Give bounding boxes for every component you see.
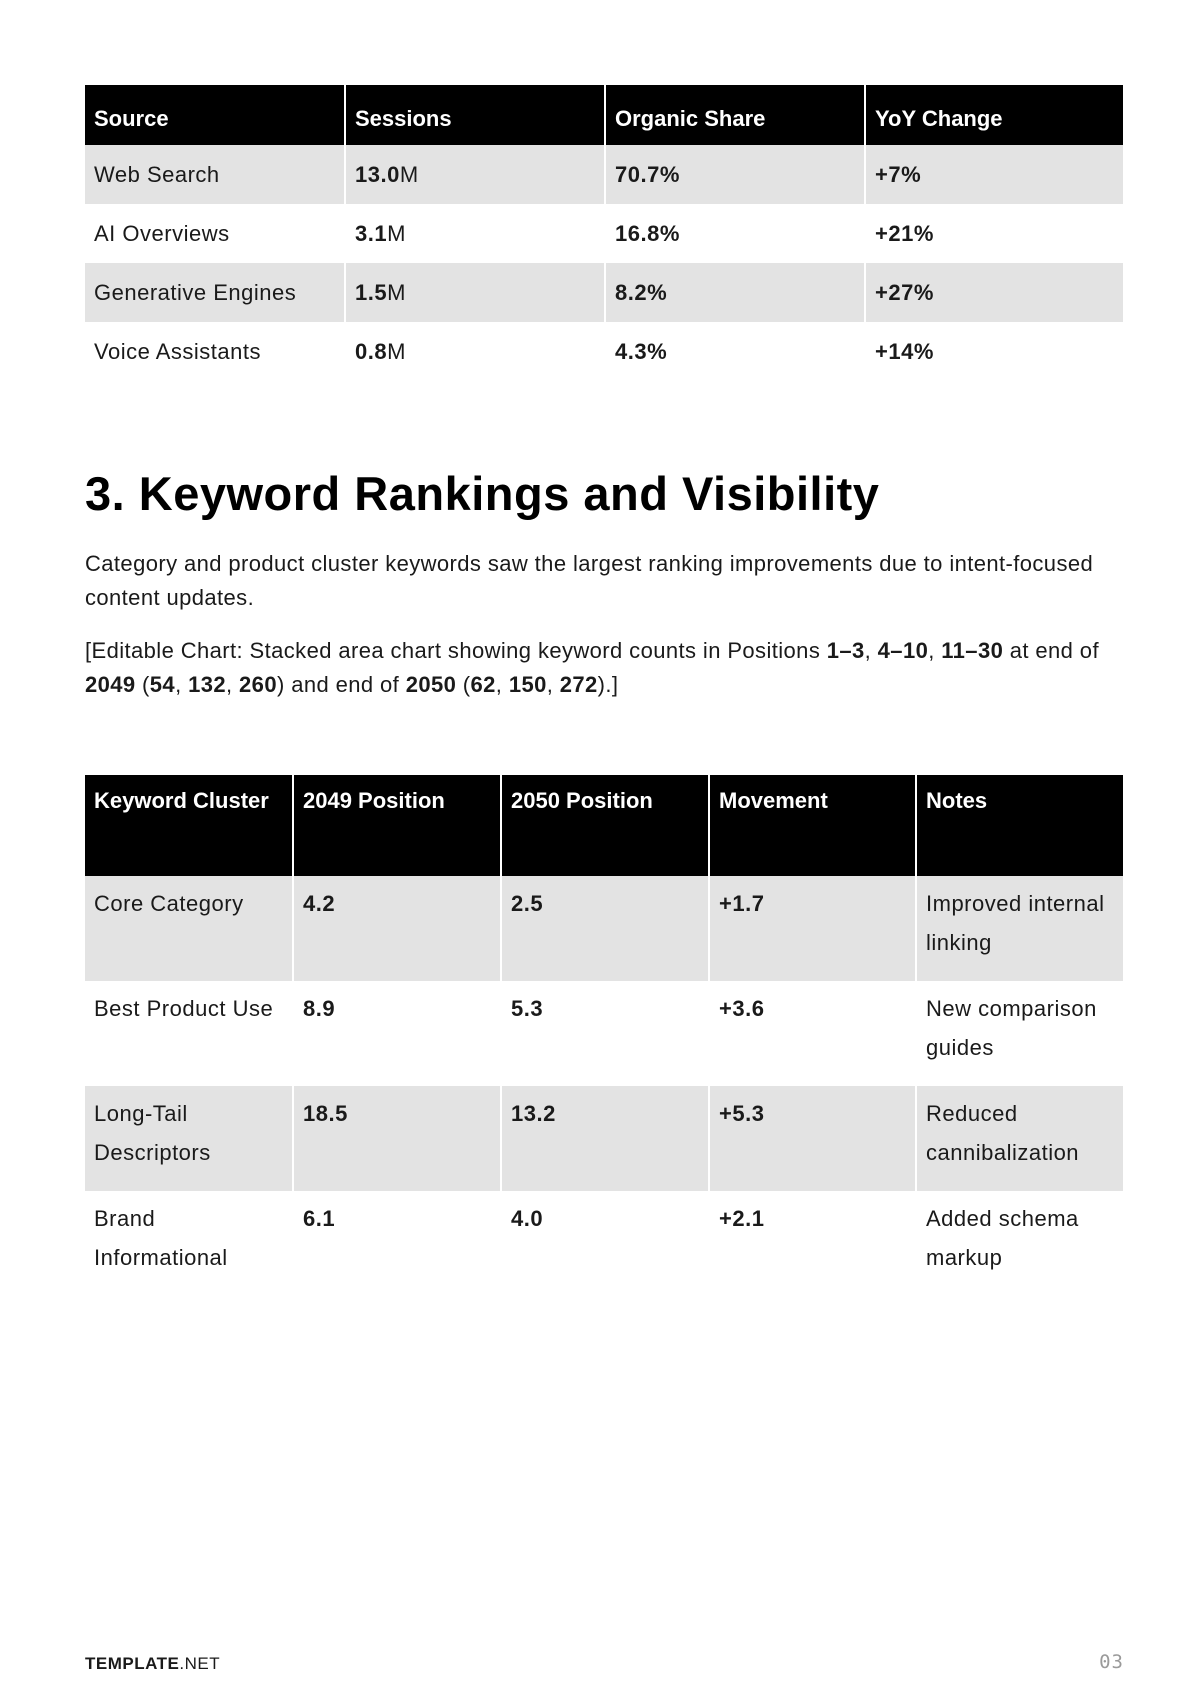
- note-text: ,: [546, 672, 560, 697]
- sessions-cell: [345, 145, 605, 204]
- sessions-value: 1.5: [355, 279, 388, 305]
- note-text: ).]: [597, 672, 619, 697]
- table-row: [85, 263, 1123, 322]
- note-bold: 54: [149, 672, 176, 697]
- note-text: (: [135, 672, 150, 697]
- brand-bold: TEMPLATE: [85, 1654, 180, 1673]
- note-text: [Editable Chart: Stacked area chart showing keyword counts in Positions: [85, 638, 827, 663]
- header-movement: Movement: [709, 775, 916, 876]
- header-2049-position: 2049 Position: [293, 775, 501, 876]
- yoy-cell: +14%: [875, 338, 934, 364]
- header-2050-position: 2050 Position: [501, 775, 709, 876]
- sessions-cell: [345, 322, 605, 381]
- table-header-row: [85, 85, 1123, 145]
- header-organic-share: Organic Share: [605, 85, 865, 145]
- share-cell: 16.8%: [605, 204, 865, 263]
- sessions-value: 13.0: [355, 161, 400, 187]
- notes-cell: Reduced cannibalization: [916, 1086, 1123, 1191]
- note-bold: 11–30: [941, 638, 1004, 663]
- p2049-cell: 18.5: [293, 1086, 501, 1191]
- cluster-cell: Long-Tail Descriptors: [85, 1086, 293, 1191]
- table-row: [85, 322, 1123, 381]
- p2050-cell: 5.3: [501, 981, 709, 1086]
- chart-placeholder-note: [85, 634, 1125, 702]
- table-row: [85, 145, 1123, 204]
- sessions-value: 3.1: [355, 220, 388, 246]
- source-cell: Web Search: [85, 145, 345, 204]
- yoy-cell: +27%: [865, 263, 1123, 322]
- table-row: [85, 876, 1123, 981]
- notes-cell: Improved internal linking: [916, 876, 1123, 981]
- movement-cell: +5.3: [709, 1086, 916, 1191]
- brand-rest: .NET: [179, 1654, 221, 1673]
- footer-brand-logo: [85, 1654, 220, 1674]
- note-bold: 2049: [85, 672, 136, 697]
- header-notes: Notes: [916, 775, 1123, 876]
- p2049-cell: 8.9: [293, 981, 501, 1086]
- sessions-unit: M: [387, 220, 406, 246]
- notes-cell: Added schema markup: [926, 1206, 1079, 1270]
- movement-cell: +2.1: [709, 1191, 916, 1296]
- sessions-unit: M: [387, 279, 406, 305]
- header-source: Source: [85, 85, 345, 145]
- note-text: ,: [928, 638, 942, 663]
- note-bold: 62: [470, 672, 496, 697]
- section-intro: Category and product cluster keywords saw the largest ranking improvements due to intent-focused content updates.: [85, 551, 1094, 610]
- note-text: at end of: [1003, 638, 1099, 663]
- cluster-cell: Core Category: [85, 876, 293, 981]
- sessions-cell: [345, 263, 605, 322]
- table-row: [85, 981, 1123, 1086]
- cluster-cell: Brand Informational: [85, 1191, 293, 1296]
- yoy-cell: +7%: [865, 145, 1123, 204]
- note-text: ,: [175, 672, 189, 697]
- sessions-unit: M: [399, 161, 419, 187]
- cluster-cell: Best Product Use: [85, 981, 293, 1086]
- p2050-cell: 13.2: [501, 1086, 709, 1191]
- page-number: 03: [1099, 1651, 1124, 1673]
- share-cell: 8.2%: [605, 263, 865, 322]
- note-bold: 272: [559, 672, 598, 697]
- note-bold: 260: [239, 672, 277, 697]
- movement-cell: +1.7: [709, 876, 916, 981]
- table-header-row: [85, 775, 1123, 876]
- share-cell: 70.7%: [605, 145, 865, 204]
- p2049-cell: 6.1: [293, 1191, 501, 1296]
- header-sessions: Sessions: [345, 85, 605, 145]
- note-text: (: [456, 672, 471, 697]
- note-text: ,: [495, 672, 509, 697]
- sessions-unit: M: [387, 338, 406, 364]
- yoy-cell: +21%: [875, 220, 934, 246]
- sessions-cell: [345, 204, 605, 263]
- p2050-cell: 4.0: [501, 1191, 709, 1296]
- table-row: [85, 1191, 1123, 1296]
- note-bold: 132: [188, 672, 227, 697]
- p2049-cell: 4.2: [293, 876, 501, 981]
- header-keyword-cluster: Keyword Cluster: [85, 775, 293, 876]
- note-bold: 2050: [405, 672, 457, 697]
- table-row: [85, 1086, 1123, 1191]
- p2050-cell: 2.5: [501, 876, 709, 981]
- traffic-sources-table: [85, 85, 1123, 381]
- notes-cell: New comparison guides: [926, 996, 1097, 1060]
- sessions-value: 0.8: [355, 338, 388, 364]
- source-cell: Generative Engines: [85, 263, 345, 322]
- note-bold: 150: [508, 672, 547, 697]
- table-row: [85, 204, 1123, 263]
- note-bold: 4–10: [877, 638, 929, 663]
- section-title: 3. Keyword Rankings and Visibility: [85, 467, 880, 520]
- note-text: ) and end of: [276, 672, 406, 697]
- keyword-rankings-table: [85, 775, 1123, 1296]
- source-cell: AI Overviews: [85, 204, 345, 263]
- movement-cell: +3.6: [709, 981, 916, 1086]
- source-cell: Voice Assistants: [85, 322, 345, 381]
- note-text: ,: [864, 638, 878, 663]
- note-bold: 1–3: [826, 638, 865, 663]
- header-yoy-change: YoY Change: [865, 85, 1123, 145]
- note-text: ,: [226, 672, 240, 697]
- share-cell: 4.3%: [605, 322, 865, 381]
